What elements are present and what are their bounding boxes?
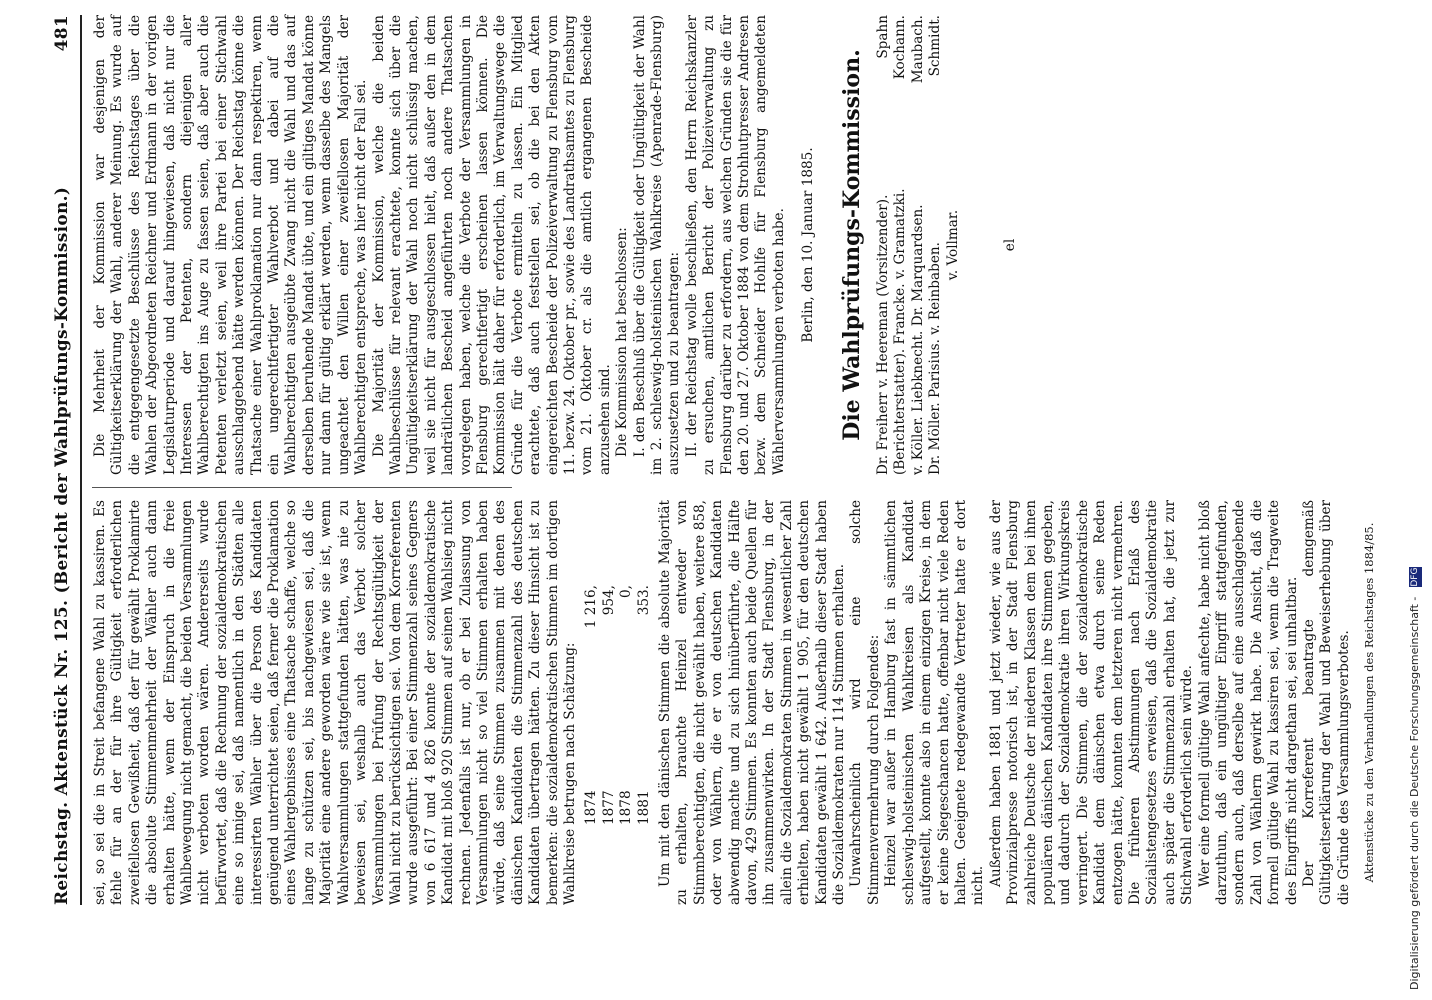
page-header [52, 15, 78, 905]
paragraph: sei, so sei die in Streit befangene Wahl zu kassiren. Es fehle für an der für ihre Gültigkeit erforderlichen zweifellosen Gewißheit, daß der für gewählt Proklamirte die absolute Stimmenmehrheit der Wähler auch dann erhalten hätte, wenn der Einspruch in die freie Wahlbewegung nicht gemacht, die beiden Versammlungen nicht verboten worden wären. Andererseits wurde befürwortet, daß die Rechnung der sozialdemokratischen eine so innige sei, daß namentlich in den Städten alle interessirten Wähler über die Person des Kandidaten genügend unterrichtet seien, daß ferner die Proklamation eines Wahlergebnisses eine Thatsache schaffe, welche so lange zu schützen sei, bis nachgewiesen sei, daß die Majorität eine andere geworden wäre wie sie ist, wenn Wahlversammlungen stattgefunden hätten, was nie zu beweisen sei, weshalb auch das Verbot solcher Versammlungen bei Prüfung der Rechtsgültigkeit der Wahl nicht zu berücksichtigen sei. Von dem Korreferenten wurde ausgeführt: Bei einer Stimmenzahl seines Gegners von 6 617 und 4 826 konnte der sozialdemokratische Kandidat mit bloß 920 Stimmen auf seinen Wahlsieg nicht rechnen. Jedenfalls ist nur, ob er bei Zulassung von Versammlungen nicht so viel Stimmen erhalten haben würde, daß seine Stimmen zusammen mit denen des dänischen Kandidaten die Stimmenzahl des deutschen Kandidaten übertragen hätten. Zu dieser Hinsicht ist zu bemerken: die sozialdemokratischen Stimmen im dortigen Wahlkreise betrugen nach Schätzung: [92, 500, 578, 905]
signature-right: Maubach. [909, 15, 926, 84]
signature-right: Schmidt. [927, 15, 944, 77]
table-row [601, 585, 618, 825]
signature-left: Dr. Freiherr v. Heereman (Vorsitzender). [875, 194, 892, 475]
date-line: Berlin, den 10. Januar 1885. [800, 147, 817, 343]
signature-right: Kochann. [892, 15, 909, 80]
table-year: 1881 [635, 790, 652, 825]
column-divider [92, 487, 512, 488]
resolution-item-2: II. der Reichstag wolle beschließen, den Herrn Reichskanzler zu ersuchen, amtlichen Bericht der Polizeiverwaltung zu Flensburg darüber zu erfordern, aus welchen Gründen sie die für den 20. und 27. Oktober 1884 von dem Strohhutpresser Andresen bezw. dem Schneider Hohlfe für Flensburg angemeldeten Wählerversammlungen verboten habe. [683, 15, 787, 475]
paragraph: Der Korreferent beantragte demgemäß Gültigkeitserklärung der Wahl und Beweiserhebung über die Gründe des Versammlungsverbotes. [1301, 500, 1352, 905]
table-row [618, 585, 635, 825]
signature-row [945, 15, 962, 475]
page-number: 481 [52, 15, 72, 52]
signature-row [892, 15, 909, 475]
header-title: Reichstag. Aktenstück Nr. 125. (Bericht der Wahlprüfungs-Kommission.) [52, 186, 72, 905]
table-votes: 1 216, [583, 585, 600, 629]
paragraph: Wer eine formell gültige Wahl anfechte, habe nicht bloß darzuthun, daß ein ungültiger Eingriff stattgefunden, sondern auch, daß derselbe auf eine ausschlaggebende Zahl von Wählern gewirkt habe. Die Ansicht, daß die formell gültige Wahl zu kassiren sei, wenn die Tragweite des Eingriffs nicht dargethan sei, sei unhaltbar. [1196, 500, 1300, 905]
paragraph: Die Majorität der Kommission, welche die beiden Wahlbeschlüsse für relevant erachtete, konnte sich über die Ungültigkeitserklärung der Wahl noch nicht schlüssig machen, weil sie nicht für ausgeschlossen hielt, daß außer den in dem landrätlichen Bescheid angeführten noch andere Thatsachen vorgelegen haben, welche die Verbote der Versammlungen in Flensburg gerechtfertigt erscheinen lassen können. Die Kommission hält daher für erforderlich, im Verwaltungswege die Gründe für die Verbote ermitteln zu lassen. Ein Mitglied erachtete, daß auch feststellen sei, ob die bei den Akten eingereichten Bescheide der Polizeiverwaltung zu Flensburg vom 11. bezw. 24. Oktober pr., sowie des Landrathsamtes zu Flensburg vom 21. Oktober cr. als die amtlich ergangenen Bescheide anzusehen sind. [370, 15, 613, 475]
table-votes: 954, [600, 585, 617, 616]
signature-right: Spahn [875, 15, 892, 59]
votes-table [583, 500, 653, 825]
column-left [92, 500, 1379, 905]
section-title: Die Wahlprüfungs-Kommission. [838, 49, 865, 441]
table-year: 1877 [600, 790, 617, 825]
signature-row [927, 15, 944, 475]
column-right [92, 15, 1020, 475]
table-votes: 353. [635, 585, 652, 616]
signature-row [875, 15, 892, 475]
digitization-notice [1408, 0, 1422, 990]
resolution-item-1: I. den Beschluß über die Gültigkeit oder Ungültigkeit der Wahl im 2. schleswig-holsteinischen Wahlkreise (Apenrade-Flensburg) auszusetzen und zu beantragen: [631, 15, 683, 475]
table-row [636, 585, 653, 825]
paragraph: Um mit den dänischen Stimmen die absolute Majorität zu erhalten, brauchte Heinzel entweder von Stimmberechtigten, die nicht gewählt haben, weitere 858, oder von Wählern, die er von deutschen Kandidaten abwendig machte und zu sich hinüberführte, die Hälfte davon, 429 Stimmen. Es konnten auch beide Quellen für ihn zusammenwirken. In der Stadt Flensburg, in der allein die Sozialdemokraten Stimmen in wesentlicher Zahl erhielten, haben nicht gewählt 1 905, für den deutschen Kandidaten gewählt 1 642. Außerhalb dieser Stadt haben die Sozialdemokraten nur 114 Stimmen erhalten. [657, 500, 848, 905]
page-footer-mark: el [1002, 238, 1019, 252]
header-rule [80, 15, 82, 905]
paragraph: Heinzel war außer in Hamburg fast in sämmtlichen schleswig-holsteinischen Wahlkreisen als Kandidat aufgestellt, konnte also in einem einzigen Kreise, in dem er keine Siegeschancen hatte, offenbar nicht viele Reden halten. Geeignete redegewandte Vertreter hatte er dort nicht. [883, 500, 987, 905]
table-year: 1874 [583, 790, 600, 825]
paragraph: Die Mehrheit der Kommission war desjenigen der Gültigkeitserklärung der Wahl, anderer Meinung. Es wurde auf die entgegengesetzte Beschlüsse des Reichstages über die Wahlen der Abgeordneten Reichner und Erdmann in der vorigen Legislaturperiode und darauf hingewiesen, daß nicht nur die Interessen der Petenten, sondern diejenigen aller Wahlberechtigten ins Auge zu fassen seien, daß aber auch die Petenten verletzt seien, weil ihre Partei bei einer Stichwahl ausschlaggebend hätte werden können. Der Reichstag könne die Thatsache einer Wahlproklamation nur dann respektiren, wenn ein ungerechtfertigter Wahlverbot und dabei auf die Wahlberechtigten ausgeübte Zwang nicht die Wahl und das auf derselben beruhende Mandat übte, und ein giltiges Mandat könne nur dann für gültig erklärt werden, wenn dasselbe des Mangels ungeachtet den Willen einer zweifellosen Majorität der Wahlberechtigten entspreche, was hier nicht der Fall sei. [92, 15, 370, 475]
paragraph: Unwahrscheinlich wird eine solche Stimmenvermehrung durch Folgendes: [848, 500, 882, 905]
table-year: 1878 [618, 790, 635, 825]
paragraph: Die Kommission hat beschlossen: [614, 227, 631, 457]
signature-left: v. Köller. Liebknecht. Dr. Marquardsen. [909, 204, 926, 475]
paragraph: Außerdem haben 1881 und jetzt wieder, wie aus der Provinzialpresse notorisch ist, in der Stadt Flensburg zahlreiche Deutsche der niederen Klassen dem bei ihnen populären dänischen Kandidaten ihre Stimmen gegeben, und dadurch der Sozialdemokratie ihren Wirkungskreis verringert. Die Stimmen, die der sozialdemokratische Kandidat dem dänischen etwa durch seine Reden entzogen hätte, konnten dem letzteren nicht vermehren. Die früheren Abstimmungen nach Erlaß des Sozialistengesetzes erweisen, daß die Sozialdemokratie auch später die Stimmenzahl erhalten hat, die jetzt zur Stichwahl erforderlich sein würde. [987, 500, 1196, 905]
table-votes: 0, [618, 585, 635, 598]
signature-left: (Berichterstatter). Francke. v. Gramatzki. [892, 188, 909, 475]
signature-block [875, 15, 962, 475]
dfg-logo-icon: DFG [1409, 567, 1420, 587]
table-row [583, 585, 600, 825]
signature-row [910, 15, 927, 475]
signature-left: Dr. Möller. Parisius. v. Reinbaben. [927, 242, 944, 475]
footnote: Aktenstücke zu den Verhandlungen des Reichstages 1884/85. [1362, 522, 1377, 883]
signature-left: v. Vollmar. [944, 209, 961, 281]
digitization-text: Digitalisierung gefördert durch die Deutsche Forschungsgemeinschaft - [1408, 596, 1421, 990]
